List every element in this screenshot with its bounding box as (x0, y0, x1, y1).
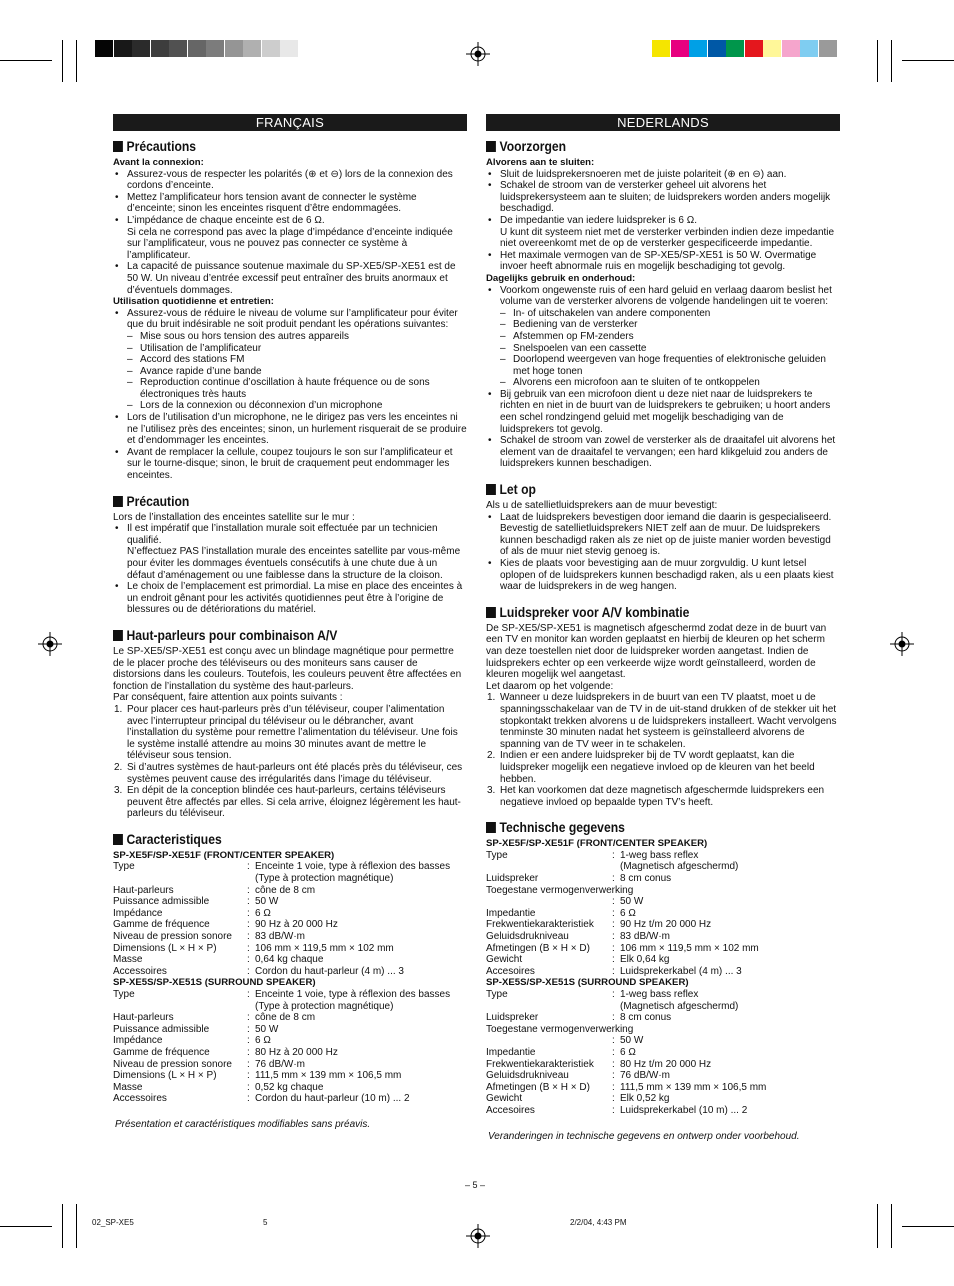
disclaimer-note: Veranderingen in technische gegevens en ontwerp onder voorbehoud. (488, 1130, 800, 1142)
paragraph: Als u de satellietluidsprekers aan de muur bevestigt: (486, 500, 718, 512)
spec-separator: : (612, 849, 615, 861)
spec-separator: : (247, 954, 250, 966)
section-title: Précautions (113, 139, 432, 154)
dash-item: – In- of uitschakelen van andere componenten (486, 308, 840, 320)
spec-value: 111,5 mm × 139 mm × 106,5 mm (620, 1081, 767, 1093)
bullet-continuation: N’effectuez PAS l’installation murale des enceintes satellite par vous-même pour éviter les dommages éventuels consécutifs à une chute due à un défaut d’aménagement ou une faiblesse dans la structure de la cloison. (127, 546, 461, 581)
spec-separator: : (247, 919, 250, 931)
spec-label: Accessoires (113, 965, 167, 977)
spec-heading: SP-XE5S/SP-XE51S (SURROUND SPEAKER) (113, 977, 316, 989)
spec-separator: : (247, 931, 250, 943)
bullet-item: • L’impédance de chaque enceinte est de 6 Ω. (113, 215, 467, 227)
spec-value: 6 Ω (620, 1046, 636, 1058)
spec-separator: : (247, 896, 250, 908)
bullet-item: • La capacité de puissance soutenue maximale du SP-XE5/SP-XE51 est de 50 W. Un niveau d’entrée excessif peut entraîner des bruits anormaux et d’éventuels dommages. (113, 261, 467, 296)
square-bullet-icon (113, 141, 123, 152)
spec-value: 106 mm × 119,5 mm × 102 mm (255, 942, 394, 954)
spec-separator: : (247, 965, 250, 977)
spec-separator: : (612, 1035, 615, 1047)
spec-label (113, 1001, 247, 1013)
spec-value: 90 Hz t/m 20 000 Hz (620, 919, 712, 931)
bullet-item: • Assurez-vous de respecter les polarités (⊕ et ⊖) lors de la connexion des cordons d’enceinte. (113, 169, 467, 192)
spec-separator: : (612, 1070, 615, 1082)
spec-label: Geluidsdrukniveau (486, 931, 569, 943)
spec-separator: : (612, 1012, 615, 1024)
bullet-item: • Le choix de l’emplacement est primordial. La mise en place des enceintes à un endroit gênant pour les activités quotidiennes peut être à l’origine de blessures ou de détériorations du matériel. (113, 581, 467, 616)
color-swatch (132, 40, 150, 57)
spec-heading: SP-XE5F/SP-XE51F (FRONT/CENTER SPEAKER) (486, 838, 708, 850)
paragraph: De SP-XE5/SP-XE51 is magnetisch afgeschermd zodat deze in de buurt van een TV en monitor kan worden geplaatst en hierbij de kleuren op het scherm van deze toestellen niet door de luidspreker worden aangetast. Indien de luidsprekers echter op een verkeerde wijze wordt geïnstalleerd, worden de kleuren mogelijk wel aangetast. (486, 622, 827, 681)
bullet-item: • Het maximale vermogen van de SP-XE5/SP-XE51 is 50 W. Overmatige invoer heeft abnormale ruis en mogelijk beschadiging tot gevolg. (486, 250, 840, 273)
section-title: Luidspreker voor A/V kombinatie (486, 605, 805, 620)
spec-value: 8 cm conus (620, 873, 672, 885)
color-swatch (114, 40, 132, 57)
spec-label: Toegestane vermogenverwerking (486, 1023, 634, 1035)
spec-label: Impedantie (486, 907, 536, 919)
color-swatch (689, 40, 707, 57)
spec-label (486, 1035, 612, 1047)
spec-value: Luidsprekerkabel (10 m) ... 2 (620, 1104, 748, 1116)
spec-value: 0,52 kg chaque (255, 1081, 324, 1093)
spec-label: Afmetingen (B × H × D) (486, 1081, 590, 1093)
spec-label: Impedantie (486, 1046, 536, 1058)
color-swatch (708, 40, 726, 57)
spec-value: 0,64 kg chaque (255, 954, 324, 966)
bullet-item: • Voorkom ongewenste ruis of een hard geluid en verlaag daarom beslist het volume van de versterker alvorens de volgende handelingen uit te voeren: (486, 285, 840, 308)
spec-table (486, 850, 840, 978)
spec-label: Haut-parleurs (113, 884, 174, 896)
dash-item: – Utilisation de l’amplificateur (113, 343, 467, 355)
spec-separator: : (612, 907, 615, 919)
bullet-item: • Assurez-vous de réduire le niveau de volume sur l’amplificateur pour éviter que du bruit indésirable ne soit produit pendant les opérations suivantes: (113, 308, 467, 331)
color-swatch (800, 40, 818, 57)
spec-separator: : (612, 919, 615, 931)
spec-label: Dimensions (L × H × P) (113, 1070, 217, 1082)
spec-label: Gewicht (486, 1093, 523, 1105)
subheading: Avant la connexion: (113, 157, 204, 168)
spec-label: Impédance (113, 1035, 163, 1047)
spec-value: 50 W (255, 1023, 279, 1035)
spec-label: Accessoires (113, 1093, 167, 1105)
dash-item: – Mise sous ou hors tension des autres appareils (113, 331, 467, 343)
spec-separator: : (612, 942, 615, 954)
spec-separator: : (612, 1104, 615, 1116)
bullet-item: • Sluit de luidsprekersnoeren met de juiste polariteit (⊕ en ⊖) aan. (486, 169, 840, 181)
spec-value: 83 dB/W·m (620, 931, 671, 943)
paragraph: Lors de l’installation des enceintes satellite sur le mur : (113, 511, 355, 523)
spec-table (113, 861, 467, 977)
bullet-item: • Avant de remplacer la cellule, coupez toujours le son sur l’amplificateur et sur le tourne-disque; sinon, le bruit de craquement peut endommager les enceintes. (113, 447, 467, 482)
language-header: FRANÇAIS (113, 114, 467, 131)
section-title: Précaution (113, 494, 432, 509)
spec-value: 111,5 mm × 139 mm × 106,5 mm (255, 1070, 402, 1082)
spec-value: 8 cm conus (620, 1012, 672, 1024)
bullet-item: • Lors de l’utilisation d’un microphone, ne le dirigez pas vers les enceintes ni ne l’utilisez près des enceintes; sinon, un hurlement risquerait de se produire et d’endommager les enceintes. (113, 412, 467, 447)
subheading: Alvorens aan te sluiten: (486, 157, 595, 168)
color-swatch (671, 40, 689, 57)
spec-value: 50 W (255, 896, 279, 908)
spec-value: 80 Hz à 20 000 Hz (255, 1046, 338, 1058)
spec-value: 83 dB/W·m (255, 931, 306, 943)
dutch-column (486, 114, 840, 1142)
spec-value: 1-weg bass reflex (620, 849, 699, 861)
section-title: Caracteristiques (113, 832, 432, 847)
color-swatch (169, 40, 187, 57)
spec-separator: : (612, 896, 615, 908)
spec-value: (Magnetisch afgeschermd) (620, 1000, 739, 1012)
spec-value: Cordon du haut-parleur (10 m) ... 2 (255, 1093, 410, 1105)
color-swatch (151, 40, 169, 57)
spec-value: Enceinte 1 voie, type à réflexion des basses (255, 861, 451, 873)
french-column (113, 114, 467, 1131)
spec-value: cône de 8 cm (255, 1012, 316, 1024)
spec-label (486, 861, 612, 873)
spec-value: 80 Hz t/m 20 000 Hz (620, 1058, 712, 1070)
color-swatch (95, 40, 113, 57)
spec-label (486, 1001, 612, 1013)
print-date: 2/2/04, 4:43 PM (570, 1218, 627, 1227)
color-swatch (206, 40, 224, 57)
bullet-item: • Kies de plaats voor bevestiging aan de muur zorgvuldig. U kunt letsel oplopen of de luidsprekers kunnen beschadigd raken, als u een plaats kiest waar de luidsprekers in de weg hangen. (486, 558, 840, 593)
spec-label: Geluidsdrukniveau (486, 1070, 569, 1082)
spec-separator: : (612, 965, 615, 977)
spec-label: Luidspreker (486, 1012, 539, 1024)
numbered-item: 1. Pour placer ces haut-parleurs près d’un téléviseur, couper l’alimentation avec l’interrupteur principal du téléviseur ou le débrancher, avant l’installation du système pour remettre l’alimentation du téléviseur. Une fois le système installé attendre au moins 30 minutes avant de mettre le téléviseur sous tension. (114, 703, 458, 762)
dash-item: – Accord des stations FM (113, 354, 467, 366)
spec-separator: : (247, 942, 250, 954)
spec-value: (Magnetisch afgeschermd) (620, 861, 739, 873)
subheading: Utilisation quotidienne et entretien: (113, 296, 274, 308)
square-bullet-icon (486, 607, 496, 618)
section-title: Let op (486, 482, 805, 497)
color-swatch (280, 40, 298, 57)
spec-separator: : (612, 1081, 615, 1093)
file-name: 02_SP-XE5 (92, 1218, 134, 1227)
spec-value: 6 Ω (255, 907, 271, 919)
square-bullet-icon (486, 484, 496, 495)
dash-item: – Reproduction continue d’oscillation à haute fréquence ou de sons électroniques très hauts (113, 377, 467, 400)
paragraph: Le SP-XE5/SP-XE51 est conçu avec un blindage magnétique pour permettre de le placer proche des téléviseurs ou des moniteurs sans causer de distorsions dans les couleurs. Toutefois, les couleurs peuvent être affectées en fonction de l’installation du système des haut-parleurs. (113, 645, 462, 692)
square-bullet-icon (486, 141, 496, 152)
spec-label: Accesoires (486, 1104, 535, 1116)
spec-value: 50 W (620, 1035, 644, 1047)
spec-separator: : (612, 1058, 615, 1070)
section-title: Voorzorgen (486, 139, 805, 154)
spec-heading: SP-XE5S/SP-XE51S (SURROUND SPEAKER) (486, 977, 689, 989)
spec-value: Elk 0,52 kg (620, 1093, 670, 1105)
spec-separator: : (247, 884, 250, 896)
spec-value: cône de 8 cm (255, 884, 316, 896)
dash-item: – Lors de la connexion ou déconnexion d’un microphone (113, 400, 467, 412)
numbered-item: 3. Het kan voorkomen dat deze magnetisch afgeschermde luidsprekers een negatieve invloed op bepaalde typen TV’s heeft. (487, 785, 825, 808)
spec-label: Puissance admissible (113, 1023, 210, 1035)
bullet-item: • Schakel de stroom van de versterker geheel uit alvorens het luidsprekersysteem aan te sluiten; de luidsprekers worden anders mogelijk beschadigd. (486, 180, 840, 215)
color-swatch (726, 40, 744, 57)
bullet-item: • De impedantie van iedere luidspreker is 6 Ω. (486, 215, 840, 227)
bullet-item: • Bij gebruik van een microfoon dient u deze niet naar de luidsprekers te richten en niet in de buurt van de luidsprekers te gebruiken; u hoort anders een schel rondzingend geluid met mogelijk beschadiging van de luidsprekers tot gevolg. (486, 389, 840, 435)
spec-value: (Type à protection magnétique) (255, 873, 394, 885)
spec-separator: : (612, 989, 615, 1000)
color-swatch (763, 40, 781, 57)
color-swatch (243, 40, 261, 57)
spec-value: 1-weg bass reflex (620, 989, 699, 1000)
registration-mark-bottom (466, 1224, 490, 1248)
square-bullet-icon (486, 822, 496, 833)
spec-separator: : (247, 989, 250, 1000)
square-bullet-icon (113, 496, 123, 507)
numbered-item: 1. Wanneer u deze luidsprekers in de buurt van een TV plaatst, moet u de spanningsschakelaar van de TV in de uit-stand drukken of de stekker uit het stopkontakt trekken alvorens u de luidsprekers installeert. Wacht vervolgens tenminste 30 minuten nadat het systeem is geïnstalleerd alvorens de spanning van de TV weer in te schakelen. (487, 692, 837, 750)
spec-value: Enceinte 1 voie, type à réflexion des basses (255, 989, 451, 1000)
dash-item: – Alvorens een microfoon aan te sluiten of te ontkoppelen (486, 377, 840, 389)
square-bullet-icon (113, 630, 123, 641)
spec-label: Type (486, 849, 508, 861)
spec-table (486, 989, 840, 1117)
bullet-item: • Laat de luidsprekers bevestigen door iemand die daarin is gespecialiseerd. (486, 512, 840, 524)
spec-label: Toegestane vermogenverwerking (486, 884, 634, 896)
spec-label: Gamme de fréquence (113, 919, 210, 931)
spec-separator: : (247, 1023, 250, 1035)
spec-label: Accesoires (486, 965, 535, 977)
spec-heading: SP-XE5F/SP-XE51F (FRONT/CENTER SPEAKER) (113, 849, 335, 861)
spec-label: Niveau de pression sonore (113, 931, 232, 943)
registration-mark-left (38, 632, 62, 656)
paragraph: Let daarom op het volgende: (486, 680, 614, 692)
bullet-continuation: Bevestig de satellietluidsprekers NIET zelf aan de muur. De luidsprekers kunnen beschadigd raken als ze niet op de juiste manier worden bevestigd of als de muur niet stevig genoeg is. (500, 523, 831, 558)
numbered-item: 3. En dépit de la conception blindée ces haut-parleurs, certains téléviseurs peuvent être affectés par elles. Si cela arrive, éloignez légèrement les haut-parleurs du téléviseur. (114, 785, 461, 820)
spec-separator: : (247, 1046, 250, 1058)
spec-label (113, 873, 247, 885)
disclaimer-note: Présentation et caractéristiques modifiables sans préavis. (115, 1118, 371, 1130)
bullet-item: • Schakel de stroom van zowel de versterker als de draaitafel uit alvorens het element van de draaitafel te vervangen; een hard klikgeluid zou anders de luidsprekers kunnen beschadigen. (486, 435, 840, 470)
spec-label: Masse (113, 954, 143, 966)
bullet-continuation: Si cela ne correspond pas avec la plage d’impédance d’enceinte indiquée sur l’amplificateur, vous ne pouvez pas connecter ce système à l’amplificateur. (127, 226, 453, 261)
spec-label: Dimensions (L × H × P) (113, 942, 217, 954)
spec-value: 106 mm × 119,5 mm × 102 mm (620, 942, 759, 954)
numbered-item: 2. Si d’autres systèmes de haut-parleurs ont été placés près du téléviseur, ces systèmes peuvent cause des irrégularités dans l’image du téléviseur. (114, 761, 463, 785)
spec-separator: : (247, 1012, 250, 1024)
spec-value: (Type à protection magnétique) (255, 1000, 394, 1012)
spec-separator: : (247, 1093, 250, 1105)
spec-label: Type (113, 989, 135, 1000)
spec-label: Type (113, 861, 135, 873)
spec-label: Masse (113, 1081, 143, 1093)
spec-separator: : (612, 954, 615, 966)
spec-value: 90 Hz à 20 000 Hz (255, 919, 338, 931)
spec-label: Frekwentiekarakteristiek (486, 919, 594, 931)
dash-item: – Avance rapide d’une bande (113, 366, 467, 378)
spec-label: Niveau de pression sonore (113, 1058, 232, 1070)
spec-separator: : (612, 1046, 615, 1058)
spec-separator: : (247, 907, 250, 919)
spec-separator: : (612, 1093, 615, 1105)
color-swatch (262, 40, 280, 57)
spec-separator: : (247, 861, 250, 873)
spec-value: Elk 0,64 kg (620, 954, 670, 966)
color-swatch (745, 40, 763, 57)
color-swatch (225, 40, 243, 57)
color-swatch (188, 40, 206, 57)
section-title: Technische gegevens (486, 820, 805, 835)
spec-label: Gamme de fréquence (113, 1046, 210, 1058)
spec-label: Type (486, 989, 508, 1000)
spec-separator: : (247, 1081, 250, 1093)
spec-label: Luidspreker (486, 873, 539, 885)
dash-item: – Afstemmen op FM-zenders (486, 331, 840, 343)
color-swatch (652, 40, 670, 57)
spec-value: 76 dB/W·m (255, 1058, 306, 1070)
spec-value: 76 dB/W·m (620, 1070, 671, 1082)
registration-mark-right (890, 632, 914, 656)
spec-value: 6 Ω (620, 907, 636, 919)
spec-table (113, 989, 467, 1105)
sheet-number: 5 (263, 1218, 268, 1227)
spec-label: Haut-parleurs (113, 1012, 174, 1024)
square-bullet-icon (113, 834, 123, 845)
spec-label: Frekwentiekarakteristiek (486, 1058, 594, 1070)
spec-separator: : (247, 1058, 250, 1070)
spec-separator: : (247, 1035, 250, 1047)
spec-value: Cordon du haut-parleur (4 m) ... 3 (255, 965, 404, 977)
spec-separator: : (612, 873, 615, 885)
section-title: Haut-parleurs pour combinaison A/V (113, 628, 432, 643)
color-swatch (782, 40, 800, 57)
spec-value: Luidsprekerkabel (4 m) ... 3 (620, 965, 742, 977)
spec-value: 50 W (620, 896, 644, 908)
numbered-item: 2. Indien er een andere luidspreker bij de TV wordt geplaatst, kan die luidspreker mogelijk een negatieve invloed op de kleuren van het beeld hebben. (487, 750, 815, 785)
dash-item: – Doorlopend weergeven van hoge frequenties of elektronische geluiden met hoge tonen (486, 354, 840, 377)
dash-item: – Snelspoelen van een cassette (486, 343, 840, 355)
spec-separator: : (612, 931, 615, 943)
paragraph: Par conséquent, faire attention aux points suivants : (113, 692, 343, 704)
color-swatch (819, 40, 837, 57)
spec-label: Impédance (113, 907, 163, 919)
registration-mark-top (466, 42, 490, 66)
spec-label (486, 896, 612, 908)
bullet-continuation: U kunt dit systeem niet met de versterker verbinden indien deze impedantie niet overeenkomt met de op de versterker gespecificeerde impedantie. (500, 226, 835, 250)
spec-label: Gewicht (486, 954, 523, 966)
bullet-item: • Mettez l’amplificateur hors tension avant de connecter le système d’enceinte; sinon les enceintes risquent d’être endommagées. (113, 192, 467, 215)
dash-item: – Bediening van de versterker (486, 319, 840, 331)
page-number: – 5 – (465, 1180, 486, 1190)
spec-separator: : (247, 1070, 250, 1082)
spec-label: Puissance admissible (113, 896, 210, 908)
language-header: NEDERLANDS (486, 114, 840, 131)
bullet-item: • Il est impératif que l’installation murale soit effectuée par un technicien qualifié. (113, 523, 467, 546)
spec-value: 6 Ω (255, 1035, 271, 1047)
spec-label: Afmetingen (B × H × D) (486, 942, 590, 954)
subheading: Dagelijks gebruik en onderhoud: (486, 272, 636, 284)
